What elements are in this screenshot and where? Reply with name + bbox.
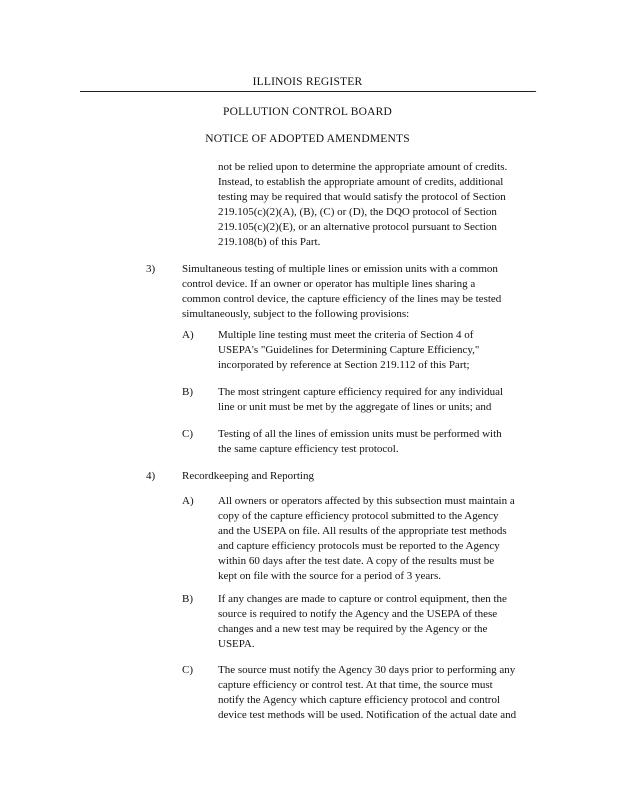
text-line: 219.108(b) of this Part.	[218, 236, 321, 248]
text-line: changes and a new test may be required by the Agency or the	[218, 623, 488, 635]
text-line: 219.105(c)(2)(E), or an alternative protocol pursuant to Section	[218, 221, 497, 233]
item-4c-label: C)	[182, 664, 193, 676]
text-line: device test methods will be used. Notification of the actual date and	[218, 709, 517, 721]
text-line: USEPA's "Guidelines for Determining Capture Efficiency,"	[218, 344, 480, 356]
item-4a-text	[218, 494, 515, 584]
item-3a-label: A)	[182, 329, 194, 341]
section-4-title: Recordkeeping and Reporting	[182, 470, 314, 482]
header-tick: ...	[530, 84, 537, 94]
text-line: simultaneously, subject to the following provisions:	[182, 308, 410, 320]
text-line: Testing of all the lines of emission units must be performed with	[218, 428, 502, 440]
item-3c-text	[218, 427, 502, 457]
item-4b-text	[218, 592, 507, 652]
item-4a-label: A)	[182, 495, 194, 507]
item-4b-label: B)	[182, 593, 193, 605]
notice-heading: NOTICE OF ADOPTED AMENDMENTS	[205, 133, 410, 145]
text-line: within 60 days after the test date. A copy of the results must be	[218, 555, 495, 567]
text-line: control device. If an owner or operator has multiple lines sharing a	[182, 278, 476, 290]
text-line: kept on file with the source for a period of 3 years.	[218, 570, 441, 582]
board-heading: POLLUTION CONTROL BOARD	[222, 106, 392, 118]
text-line: The most stringent capture efficiency required for any individual	[218, 386, 504, 398]
header-rule	[80, 91, 535, 92]
text-line: and capture efficiency protocols must be reported to the Agency	[218, 540, 500, 552]
item-3b-text	[218, 385, 503, 415]
text-line: Multiple line testing must meet the criteria of Section 4 of	[218, 329, 474, 341]
text-line: copy of the capture efficiency protocol submitted to the Agency	[218, 510, 499, 522]
text-line: notify the Agency which capture efficiency protocol and control	[218, 694, 501, 706]
continuation-paragraph	[218, 160, 507, 250]
text-line: 219.105(c)(2)(A), (B), (C) or (D), the DQO protocol of Section	[218, 206, 497, 218]
item-3c-label: C)	[182, 428, 193, 440]
text-line: the same capture efficiency test protocol.	[218, 443, 399, 455]
text-line: capture efficiency or control test. At that time, the source must	[218, 679, 493, 691]
text-line: and the USEPA on file. All results of the appropriate test methods	[218, 525, 507, 537]
text-line: line or unit must be met by the aggregate of lines or units; and	[218, 401, 492, 413]
text-line: incorporated by reference at Section 219.112 of this Part;	[218, 359, 470, 371]
text-line: source is required to notify the Agency and the USEPA of these	[218, 608, 498, 620]
text-line: All owners or operators affected by this subsection must maintain a	[218, 495, 515, 507]
item-3a-text	[218, 328, 479, 373]
item-3b-label: B)	[182, 386, 193, 398]
section-3-number: 3)	[146, 263, 156, 275]
text-line: testing may be required that would satisfy the protocol of Section	[218, 191, 506, 203]
text-line: not be relied upon to determine the appropriate amount of credits.	[218, 161, 508, 173]
text-line: Instead, to establish the appropriate amount of credits, additional	[218, 176, 504, 188]
text-line: Simultaneous testing of multiple lines or emission units with a common	[182, 263, 498, 275]
text-line: USEPA.	[218, 638, 255, 650]
section-4-number: 4)	[146, 470, 156, 482]
text-line: common control device, the capture efficiency of the lines may be tested	[182, 293, 502, 305]
text-line: The source must notify the Agency 30 days prior to performing any	[218, 664, 516, 676]
text-line: If any changes are made to capture or control equipment, then the	[218, 593, 507, 605]
item-4c-text	[218, 663, 516, 723]
register-header: ILLINOIS REGISTER	[252, 76, 363, 88]
section-3-paragraph	[182, 262, 501, 322]
